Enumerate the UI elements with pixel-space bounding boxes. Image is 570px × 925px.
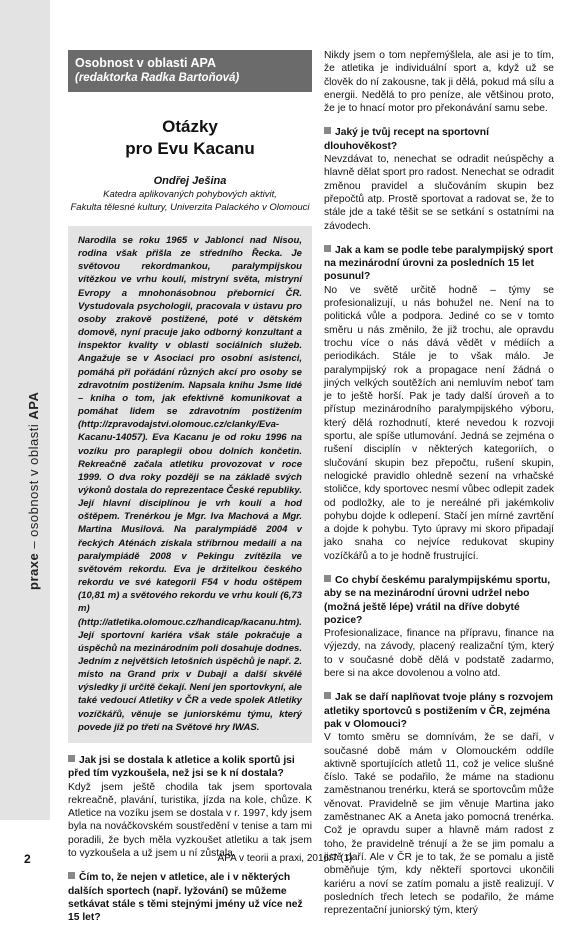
question-6-text: Jak se daří naplňovat tvoje plány s rozvojem atletiky sportovců s postižením v ČR, zejména pak v Olomouci? (324, 692, 554, 730)
article-title-line1: Otázky (162, 117, 218, 136)
question-3-text: Jaký je tvůj recept na sportovní dlouhověkost? (324, 127, 489, 152)
article-title (68, 116, 312, 160)
question-6 (324, 691, 554, 731)
square-bullet-icon (324, 245, 331, 252)
answer-6: V tomto směru se domnívám, že se daří, v současné době mám v Olomouckém oddíle aktivně sportujících atletů 11, což je velice slušné číslo. Také se podařilo, že máme na stadionu zaměstnanou trenérku, která se sportovcům může věnovat. Pravidelně se jim věnuje Martina jako zaměstnanec AK a Aneta jako pomocná trenérka. Což je opravdu super a hlavně mám radost z toho, že pravidelně trénují a že se jim pomalu a jistě daří. Ale v ČR je to tak, že se pomalu a jistě obměňuje tým, kdy někteří sportovci ukončili kariéru a noví se zatím pomalu a jistě realizují. V posledních třech letech se podařilo, že máme reprezentační juniorský tým, který (324, 732, 554, 917)
question-2-text: Čím to, že nejen v atletice, ale i v některých dalších sportech (např. lyžování) se můžeme setkávat stále s těmi stejnými jmény už více než 15 let? (68, 872, 303, 924)
question-4-text: Jak a kam se podle tebe paralympijský sport na mezinárodní úrovni za posledních 15 let posunul? (324, 244, 554, 283)
section-header-title: Osobnost v oblasti APA (75, 56, 216, 70)
section-header (68, 50, 312, 92)
section-label-praxe: praxe (26, 552, 41, 590)
article-author: Ondřej Ješina (153, 175, 227, 187)
page-number: 2 (24, 852, 31, 866)
author-affiliation (68, 188, 312, 214)
question-5-text: Co chybí českému paralympijskému sportu, aby se na mezinárodní úrovni udržel nebo (možná ještě lépe) vrátil na dříve dobyté pozice? (324, 574, 551, 626)
sidebar-band (0, 0, 50, 820)
answer-5: Profesionalizace, finance na přípravu, finance na výjezdy, na závody, placený realizační tým, který to v současné době dělá v podstatě zadarmo, bere si na akce dovolenou a volno atd. (324, 628, 554, 680)
question-2 (68, 871, 312, 924)
section-header-editor: (redaktorka Radka Bartoňová) (75, 72, 240, 84)
question-4 (324, 244, 554, 284)
answer-4: No ve světě určitě hodně – týmy se profesionalizují, u nás bohužel ne. Není na to politická vůle a podpora. Jediné co se v tomto směru u nás změnilo, že již trochu, ale opravdu trochu více o nás dává vědět v médiích a periodikách. Stále je to však málo. Je paralympijský rok a propagace není žádná o jiných velkých soutěžích ani nemluvím neboť tam je to ještě horší. Pak je tady další úroveň a to přístup mezinárodního paralympijského výboru, který dělá rozhodnutí, které nevedou k rozvoji sportu, ale spíše utlumování. Jedná se zejména o rušení disciplín v některých kategoriích, o slučování skupin bez přepočtu, rušení skupin, nelogické pravidlo ohledně sezení na vrhačské stoličce, kdy sportovec nesmí vůbec odlepit zadek od podložky, ale to je nereálné při jakémkoliv pohybu dojde k odlepení. Stačí jen mírné zavrtění a dojde k pohybu. Tyto úpravy mi skoro připadají jako snaha co nejvíce redukovat skupiny vozíčkářů a to je hodně frustrující. (324, 284, 554, 562)
square-bullet-icon (68, 755, 75, 762)
answer-1: Když jsem ještě chodila tak jsem sportovala rekreačně, plavání, turistika, jízda na kole, chůze. K Atletice na vozíku jsem se dostala v r. 1997, kdy jsem byla na nováčkovském soustředění v tenise a tam mi poradili, že bych měla vyzkoušet atletiku a tak jsem to vyzkoušela a už jsem u ní zůstala. (68, 781, 312, 860)
answer-2: Nikdy jsem o tom nepřemýšlela, ale asi je to tím, že atletika je individuální sport a, když už se člověk do ní zakousne, tak ji dělá, pokud má sílu a energii. Nedělá to pro peníze, ale většinou proto, že je to hnací motor pro překonávání samu sebe. (324, 50, 554, 115)
section-label-middle: – osobnost v oblasti (26, 419, 41, 553)
right-column (324, 50, 554, 917)
question-3 (324, 126, 554, 153)
intro-box: Narodila se roku 1965 v Jablonci nad Nisou, rodina však přišla ze středního Řecka. Je světovou rekordmankou, paralympijskou vítězkou ve vrhu koulí, mistryní světa, mistryní Evropy a mnohonásobnou přebornicí ČR. Vystudovala psychologii, pracovala v ústavu pro osoby zrakově postižené, poté v dětském domově, nyní pracuje jako odborný konzultant a inspektor kvality v oblasti sociálních služeb. Angažuje se v Asociaci pro osobní asistenci, pomáhá při pořádání různých akcí pro osoby se zdravotním postižením. Napsala knihu Jsme lidé – kniha o tom, jak efektivně komunikovat a pomáhat lidem se zdravotním postižením (http://zpravodajstvi.olomouc.cz/clanky/Eva-Kacanu-14057). Eva Kacanu je od roku 1996 na vozíku pro paraplegii obou dolních končetin. Rekreačně začala atletiku provozovat v roce 1999. O dva roky později se na základě svých výkonů dostala do reprezentace České republiky. Její hlavní disciplínou je vrh koulí a hod oštěpem. Trenérkou je Mgr. Iva Machová a Mgr. Martina Musilová. Na paralympiádě 2004 v řeckých Aténách získala stříbrnou medaili a na paralympiádě 2008 v Pekingu zvítězila ve světovém rekordu. Eva je držitelkou českého rekordu ve své kategorii F54 v hodu oštěpem (10,81 m) a světového rekordu ve vrhu koulí (6,73 m) (http://atletika.olomouc.cz/handicap/kacanu.htm). Její sportovní kariéra však stále pokračuje a úspěchů na mezinárodním poli dosahuje dodnes. Jedním z největších letošních úspěchů je např. 2. místo na Grand prix v Dubaji a další skvělé výsledky ji určitě čekají. Není jen sportovkyní, ale také vedoucí Atletiky v ČR a vede spolek Atletiky vozíčkářů, věnuje se juniorskému týmu, který povede již po třetí na Světové hry IWAS. (68, 226, 312, 743)
answer-3: Nevzdávat to, nenechat se odradit neúspěchy a hlavně dělat sport pro radost. Nenechat se odradit změnou pravidel a slučováním skupin bez přepočtů atp. Prostě sportovat a radovat se, že to stále jde a také těšit se se setkání s ostatními na závodech. (324, 154, 554, 232)
article-title-line2: pro Evu Kacanu (125, 139, 255, 158)
affiliation-line2: Fakulta tělesné kultury, Univerzita Palackého v Olomouci (70, 202, 310, 213)
question-1 (68, 754, 312, 781)
section-label (26, 392, 41, 590)
square-bullet-icon (324, 127, 331, 134)
affiliation-line1: Katedra aplikovaných pohybových aktivit, (103, 189, 277, 200)
left-column (68, 50, 312, 925)
section-label-apa: APA (26, 391, 41, 420)
square-bullet-icon (68, 872, 75, 879)
square-bullet-icon (324, 692, 331, 699)
square-bullet-icon (324, 575, 331, 582)
question-5 (324, 574, 554, 627)
question-1-text: Jak jsi se dostala k atletice a kolik sportů jsi před tím vyzkoušela, než jsi se k ní dostala? (68, 754, 295, 780)
journal-footer: APA v teorii a praxi, 2016/7 (1) (217, 853, 353, 864)
